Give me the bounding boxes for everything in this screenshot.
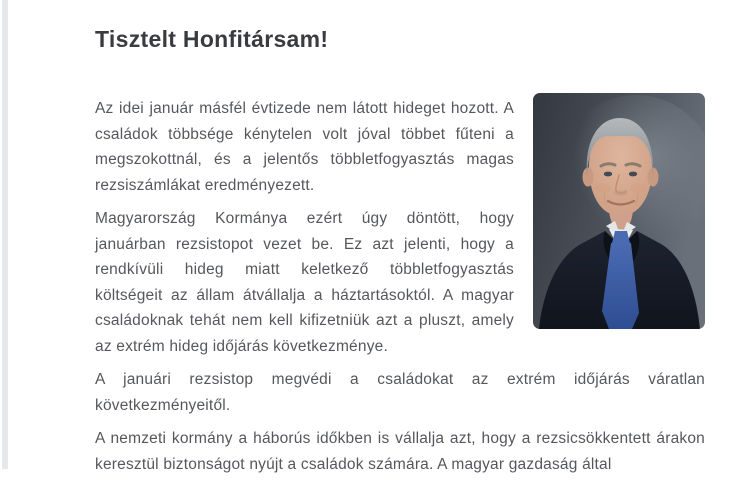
ear-left xyxy=(583,168,594,187)
paragraph-4: A nemzeti kormány a háborús időkben is vállalja azt, hogy a rezsicsökkentett árakon keresztül biztonságot nyújt a családok számára. A magyar gazdaság által xyxy=(95,430,705,473)
eye-left xyxy=(604,172,612,177)
page-title: Tisztelt Honfitársam! xyxy=(95,26,329,52)
paragraph-3: A januári rezsistop megvédi a családokat az extrém időjárás váratlan következményeitől. xyxy=(95,371,705,414)
page-edge-strip xyxy=(2,0,8,469)
paragraph-1: Az idei január másfél évtizede nem látott hideget hozott. A családok többsége kénytelen volt jóval többet fűteni a megszokottnál, és a jelentős többletfogyasztás magas rezsiszámlákat eredményezett. xyxy=(95,100,514,194)
portrait-photo xyxy=(533,93,705,329)
letter-body xyxy=(95,0,705,485)
tie-knot xyxy=(612,231,630,243)
eye-right xyxy=(629,172,637,177)
portrait-illustration xyxy=(533,93,705,329)
paragraph-2: Magyarország Kormánya ezért úgy döntött, hogy januárban rezsistopot vezet be. Ez azt jelenti, hogy a rendkívüli hideg miatt keletkező többletfogyasztás költségeit az állam átvállalja a háztartásoktól. A magyar családoknak tehát nem kell kifizetniük azt a pluszt, amely az extrém hideg időjárás következménye. xyxy=(95,210,514,355)
